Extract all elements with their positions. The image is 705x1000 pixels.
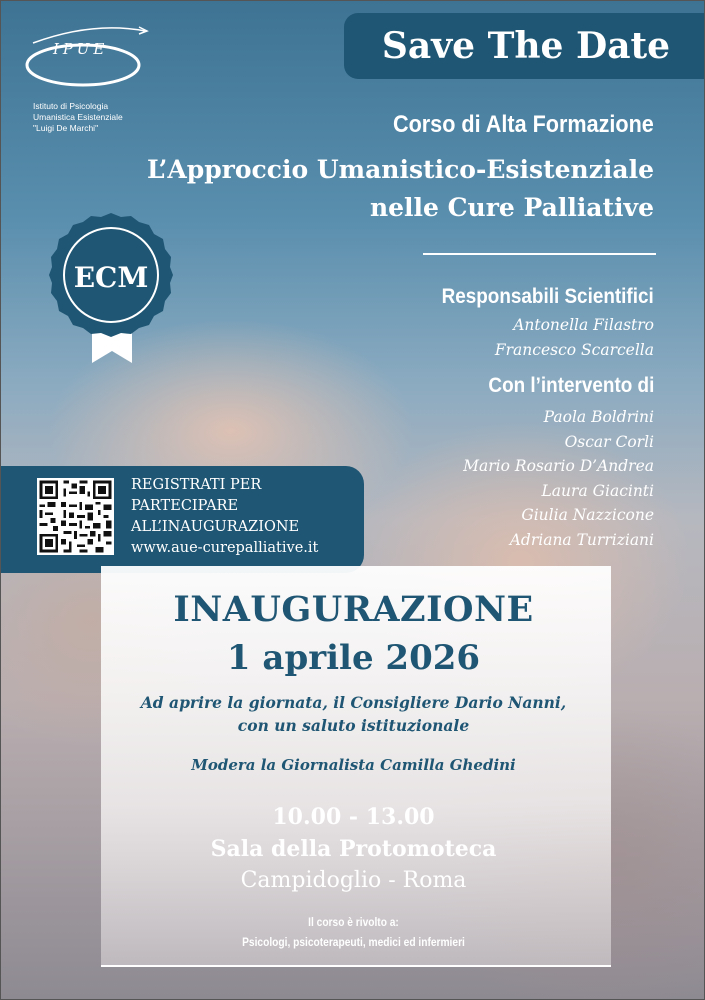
divider [101, 965, 611, 967]
scientific-heading: Responsabili Scientifici [441, 285, 654, 308]
registration-line: PARTECIPARE [131, 498, 239, 514]
course-title [147, 151, 654, 227]
speaker-name: Laura Giacinti [541, 481, 654, 500]
logo-text: IPUE [53, 40, 109, 58]
event-audience [139, 912, 568, 952]
event-opening-line: Ad aprire la giornata, il Consigliere Dario Nanni, [140, 693, 567, 712]
event-heading: INAUGURAZIONE [173, 589, 534, 630]
registration-url[interactable]: www.aue-curepalliative.it [131, 540, 319, 556]
logo-org-name: Istituto di Psicologia Umanistica Esistenziale "Luigi De Marchi" [33, 101, 123, 133]
course-title-line: nelle Cure Palliative [369, 193, 654, 222]
qr-code-icon[interactable] [37, 478, 114, 555]
speaker-name: Paola Boldrini [543, 408, 654, 426]
speaker-name: Giulia Nazzicone [521, 506, 654, 524]
audience-text: Psicologi, psicoterapeuti, medici ed infermieri [242, 935, 465, 949]
event-moderator: Modera la Giornalista Camilla Ghedini [191, 756, 516, 774]
event-time: 10.00 - 13.00 [272, 804, 435, 830]
course-type: Corso di Alta Formazione [393, 111, 654, 138]
event-opening [101, 691, 606, 737]
save-the-date-banner: Save The Date [344, 13, 705, 79]
event-location: Campidoglio - Roma [240, 868, 467, 893]
scientific-name: Antonella Filastro [513, 316, 654, 334]
registration-line: REGISTRATI PER [131, 477, 262, 493]
ecm-badge-text: ECM [73, 261, 149, 294]
registration-line: ALL’INAUGURAZIONE [131, 519, 300, 535]
ecm-badge [46, 213, 178, 368]
ipue-logo [23, 21, 153, 96]
event-venue: Sala della Protomoteca [210, 836, 497, 862]
speakers-heading: Con l’intervento di [488, 374, 654, 397]
audience-label: Il corso è rivolto a: [308, 915, 399, 929]
scientific-name: Francesco Scarcella [494, 340, 654, 359]
registration-text [131, 475, 318, 559]
scientific-names [495, 313, 654, 362]
speaker-name: Oscar Corli [564, 432, 654, 451]
speakers-names [463, 405, 654, 552]
speaker-name: Adriana Turriziani [509, 530, 654, 549]
event-date: 1 aprile 2026 [226, 638, 481, 678]
speaker-name: Mario Rosario D’Andrea [463, 457, 654, 475]
event-opening-line: con un saluto istituzionale [237, 716, 470, 735]
course-title-line: L’Approccio Umanistico-Esistenziale [147, 155, 654, 184]
divider [423, 253, 656, 255]
